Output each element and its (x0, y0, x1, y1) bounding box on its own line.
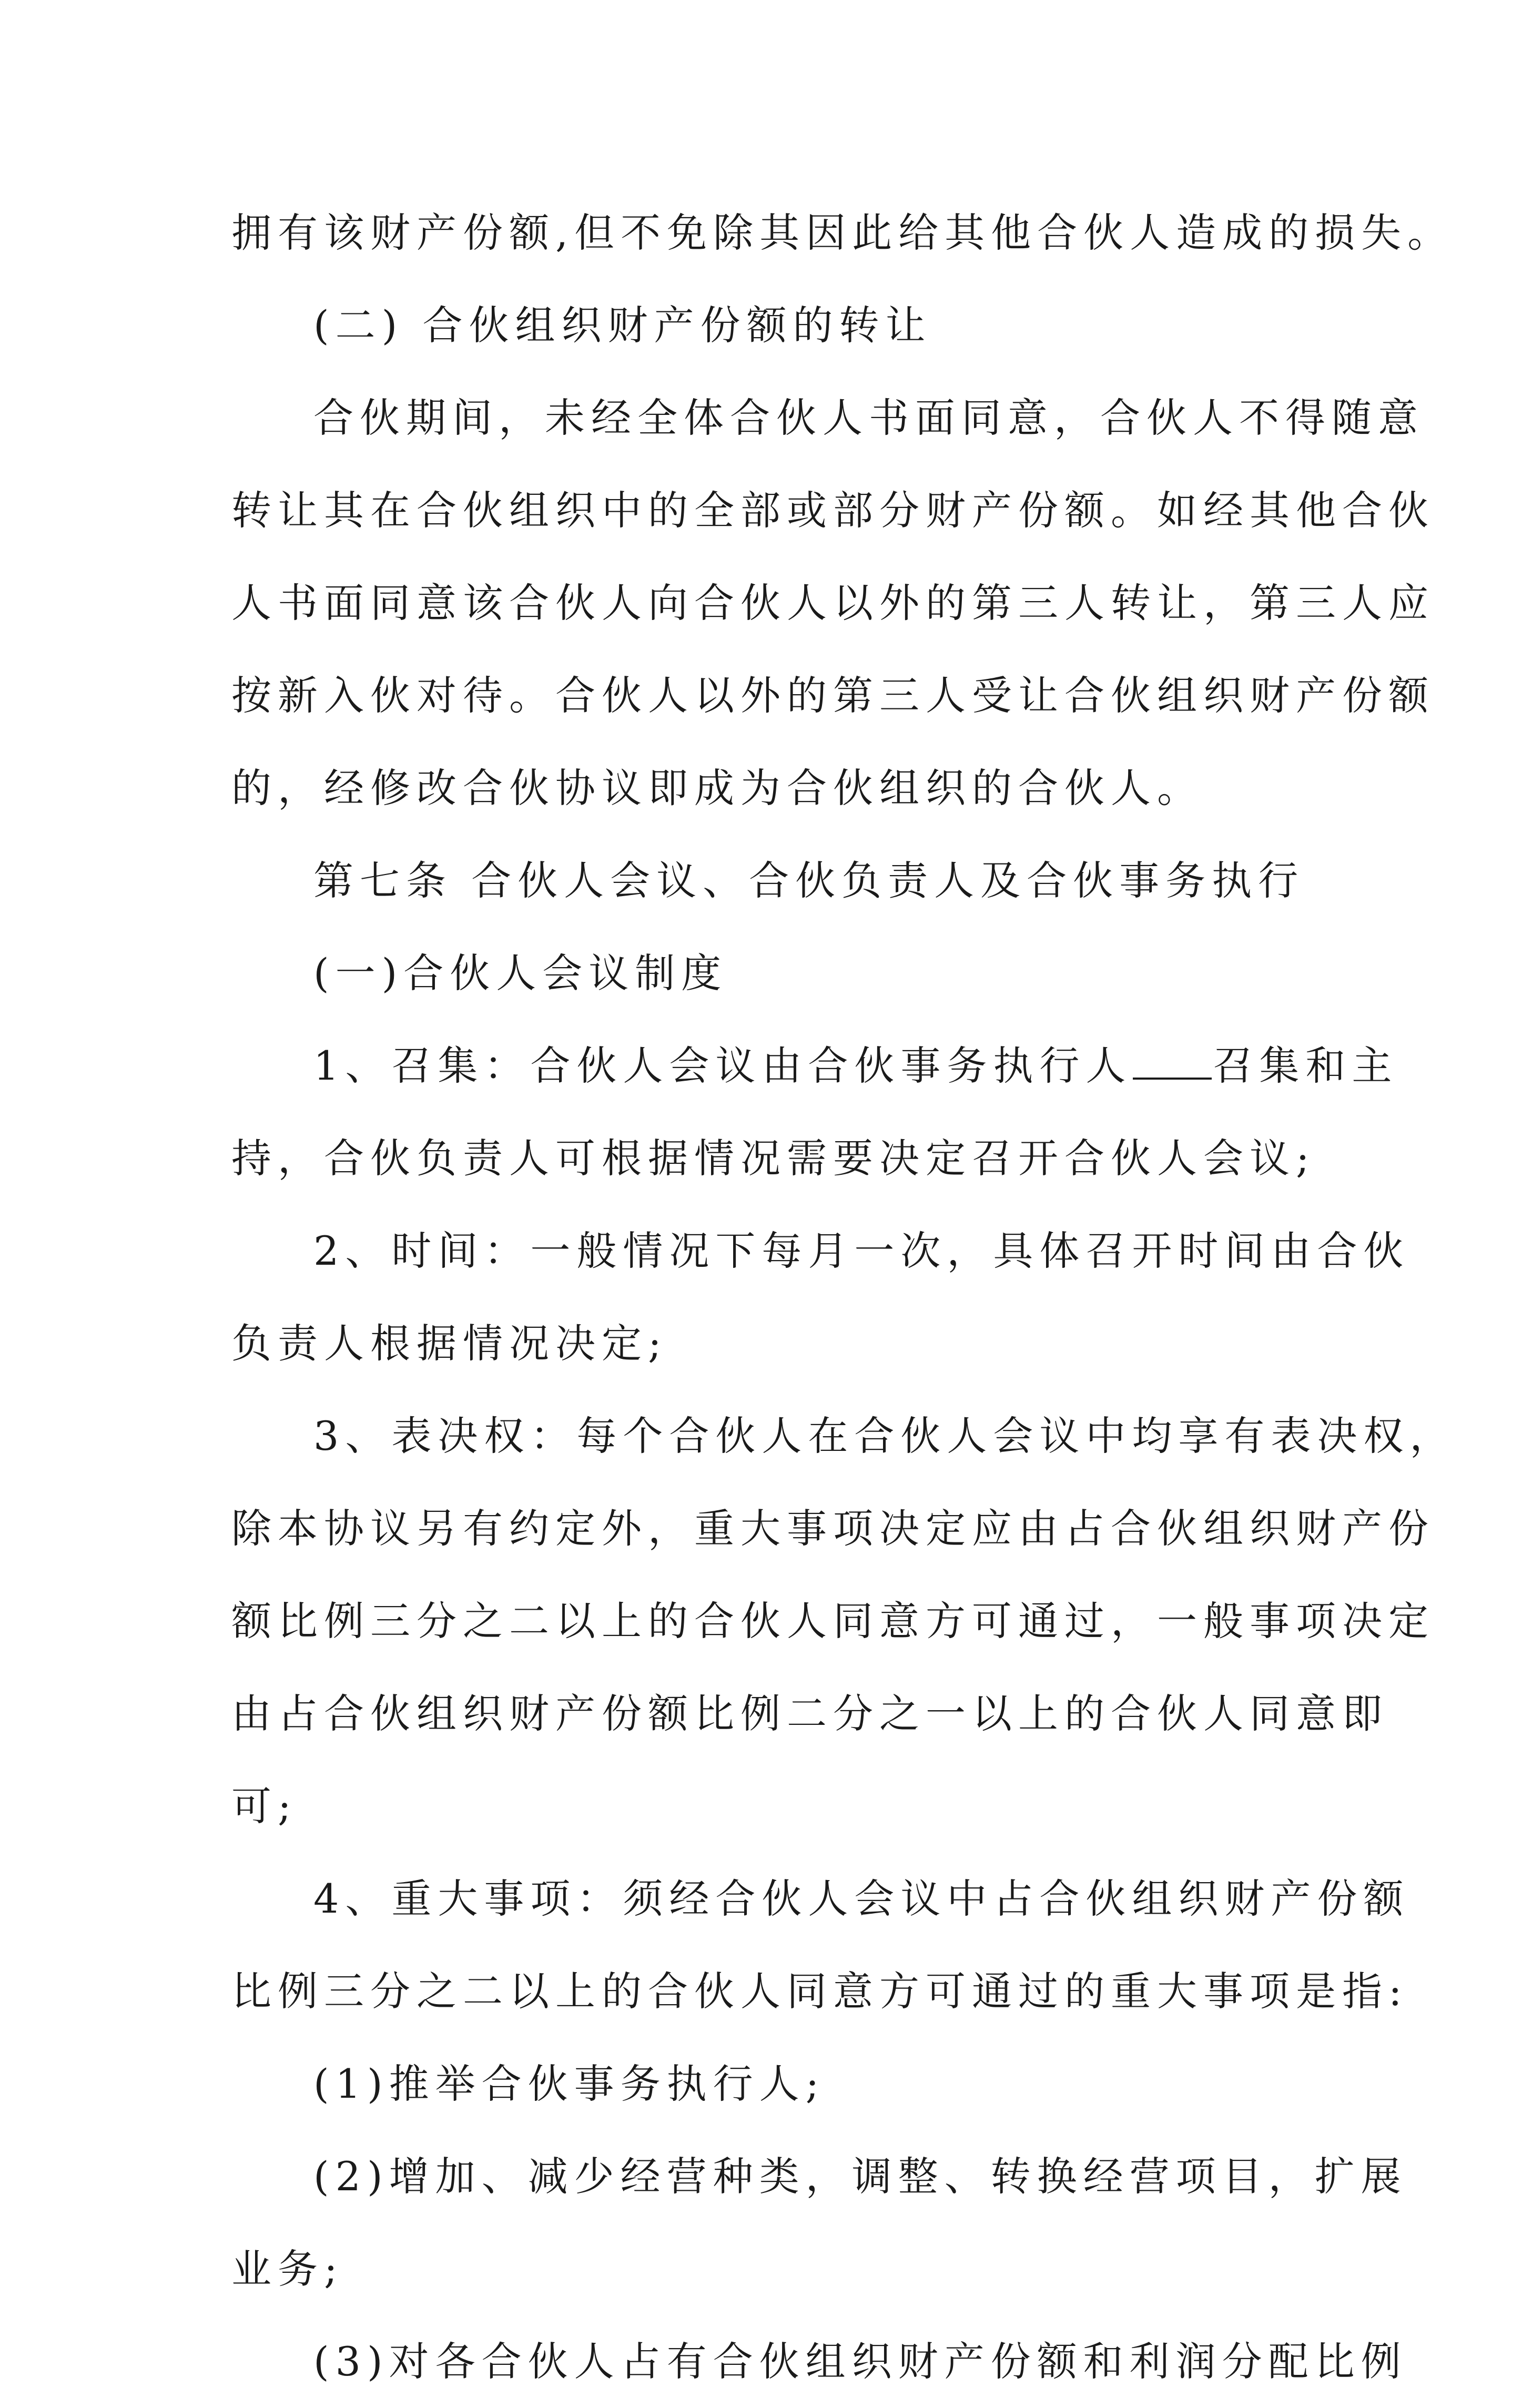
text-line: 拥有该财产份额,但不免除其因此给其他合伙人造成的损失。 (231, 209, 1454, 256)
text-line: 4、重大事项：须经合伙人会议中占合伙组织财产份额 (313, 1875, 1410, 1922)
text-line: 由占合伙组织财产份额比例二分之一以上的合伙人同意即 (231, 1690, 1388, 1737)
text-line: 持，合伙负责人可根据情况需要决定召开合伙人会议; (231, 1135, 1316, 1182)
text-line: 负责人根据情况决定; (231, 1320, 668, 1367)
text-line: 业务; (231, 2246, 344, 2292)
text-line: 按新入伙对待。合伙人以外的第三人受让合伙组织财产份额 (231, 672, 1435, 719)
document-body (231, 187, 1456, 2408)
section-heading: (一)合伙人会议制度 (313, 950, 728, 997)
list-item: (1)推举合伙事务执行人; (313, 2060, 826, 2107)
text-line: 转让其在合伙组织中的全部或部分财产份额。如经其他合伙 (231, 487, 1435, 534)
text-line: 合伙期间，未经全体合伙人书面同意，合伙人不得随意 (313, 394, 1424, 441)
text-line: 可; (231, 1783, 298, 1830)
list-item: (3)对各合伙人占有合伙组织财产份额和利润分配比例 (313, 2338, 1407, 2385)
text-segment: 1、召集：合伙人会议由合伙事务执行人 (313, 1042, 1132, 1089)
text-line-with-blank (231, 1020, 1398, 1112)
list-item: (2)增加、减少经营种类，调整、转换经营项目，扩展 (313, 2153, 1407, 2200)
text-segment: 召集和主 (1213, 1042, 1398, 1089)
text-line: 人书面同意该合伙人向合伙人以外的第三人转让，第三人应 (231, 580, 1435, 626)
text-line: 比例三分之二以上的合伙人同意方可通过的重大事项是指: (231, 1968, 1408, 2015)
text-line: 的，经修改合伙协议即成为合伙组织的合伙人。 (231, 765, 1203, 811)
section-heading: (二) 合伙组织财产份额的转让 (313, 302, 932, 349)
text-line: 除本协议另有约定外，重大事项决定应由占合伙组织财产份 (231, 1505, 1435, 1552)
text-line: 3、表决权：每个合伙人在合伙人会议中均享有表决权， (313, 1413, 1456, 1459)
text-line: 额比例三分之二以上的合伙人同意方可通过，一般事项决定 (231, 1598, 1435, 1644)
text-line: 2、时间：一般情况下每月一次，具体召开时间由合伙 (313, 1227, 1410, 1274)
fill-in-blank (1133, 1047, 1212, 1080)
article-heading: 第七条 合伙人会议、合伙负责人及合伙事务执行 (313, 857, 1305, 904)
